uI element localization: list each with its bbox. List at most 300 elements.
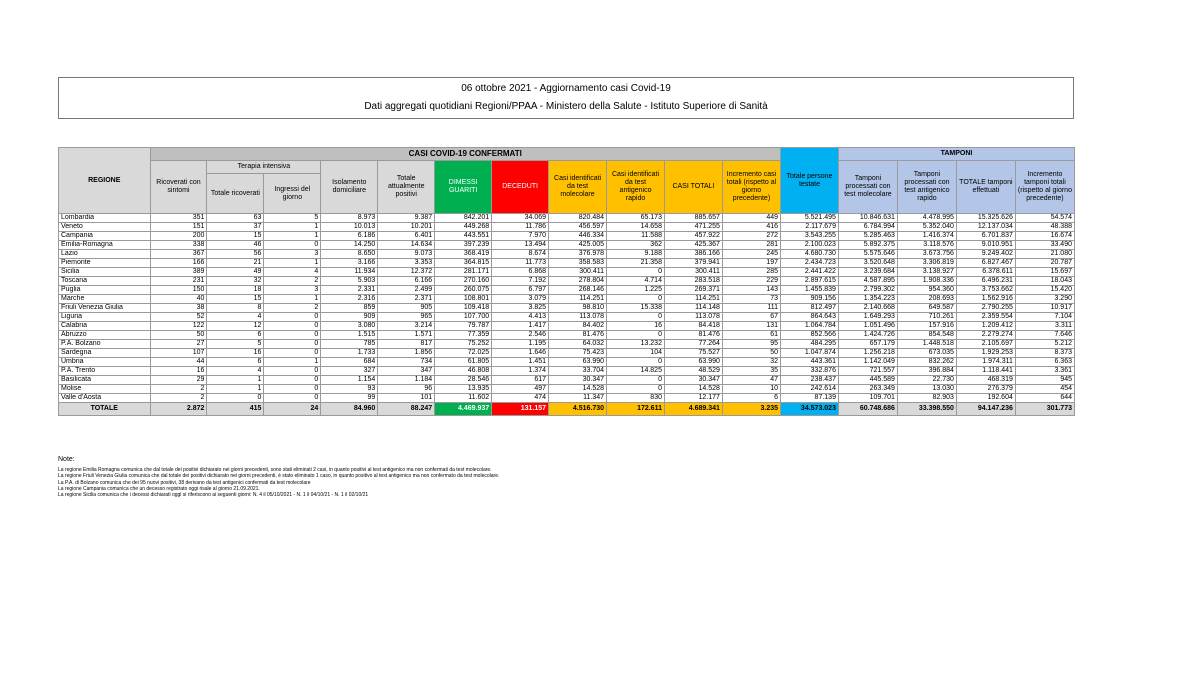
value-cell: 484.295 bbox=[781, 340, 839, 349]
value-cell: 7.646 bbox=[1015, 331, 1074, 340]
value-cell: 14.825 bbox=[607, 367, 665, 376]
value-cell: 1 bbox=[264, 358, 321, 367]
value-cell: 2 bbox=[150, 394, 207, 403]
value-cell: 673.035 bbox=[897, 349, 956, 358]
value-cell: 54.574 bbox=[1015, 214, 1074, 223]
region-name-cell: Sicilia bbox=[59, 268, 151, 277]
value-cell: 281 bbox=[722, 241, 780, 250]
value-cell: 945 bbox=[1015, 376, 1074, 385]
value-cell: 885.657 bbox=[664, 214, 722, 223]
value-cell: 389 bbox=[150, 268, 207, 277]
value-cell: 1.256.218 bbox=[838, 349, 897, 358]
total-value-cell: 24 bbox=[264, 403, 321, 416]
value-cell: 3.520.648 bbox=[838, 259, 897, 268]
value-cell: 166 bbox=[150, 259, 207, 268]
region-name-cell: Puglia bbox=[59, 286, 151, 295]
value-cell: 98.810 bbox=[549, 304, 607, 313]
value-cell: 710.261 bbox=[897, 313, 956, 322]
value-cell: 6.378.611 bbox=[956, 268, 1015, 277]
value-cell: 1.225 bbox=[607, 286, 665, 295]
value-cell: 965 bbox=[378, 313, 435, 322]
value-cell: 416 bbox=[722, 223, 780, 232]
value-cell: 75.423 bbox=[549, 349, 607, 358]
value-cell: 2.140.668 bbox=[838, 304, 897, 313]
value-cell: 14.634 bbox=[378, 241, 435, 250]
value-cell: 11.588 bbox=[607, 232, 665, 241]
value-cell: 338 bbox=[150, 241, 207, 250]
value-cell: 0 bbox=[264, 331, 321, 340]
value-cell: 376.978 bbox=[549, 250, 607, 259]
table-row bbox=[59, 367, 1075, 376]
value-cell: 6.363 bbox=[1015, 358, 1074, 367]
value-cell: 3.361 bbox=[1015, 367, 1074, 376]
value-cell: 157.916 bbox=[897, 322, 956, 331]
value-cell: 13.030 bbox=[897, 385, 956, 394]
value-cell: 104 bbox=[607, 349, 665, 358]
covid-data-table bbox=[58, 147, 1075, 416]
table-body bbox=[59, 214, 1075, 416]
header-col-1: Ricoverati con sintomi bbox=[150, 161, 207, 214]
value-cell: 3.825 bbox=[492, 304, 549, 313]
value-cell: 3.306.819 bbox=[897, 259, 956, 268]
value-cell: 1.154 bbox=[321, 376, 378, 385]
value-cell: 386.166 bbox=[664, 250, 722, 259]
total-value-cell: 88.247 bbox=[378, 403, 435, 416]
value-cell: 272 bbox=[722, 232, 780, 241]
value-cell: 2.434.723 bbox=[781, 259, 839, 268]
value-cell: 47 bbox=[722, 376, 780, 385]
total-value-cell: 4.469.937 bbox=[435, 403, 492, 416]
value-cell: 28.546 bbox=[435, 376, 492, 385]
total-value-cell: 94.147.236 bbox=[956, 403, 1015, 416]
value-cell: 63 bbox=[207, 214, 264, 223]
value-cell: 242.614 bbox=[781, 385, 839, 394]
region-name-cell: Friuli Venezia Giulia bbox=[59, 304, 151, 313]
value-cell: 4.714 bbox=[607, 277, 665, 286]
value-cell: 16 bbox=[607, 322, 665, 331]
value-cell: 457.922 bbox=[664, 232, 722, 241]
value-cell: 1.064.784 bbox=[781, 322, 839, 331]
report-title-box bbox=[58, 77, 1074, 119]
value-cell: 96 bbox=[378, 385, 435, 394]
value-cell: 909.156 bbox=[781, 295, 839, 304]
value-cell: 4.680.730 bbox=[781, 250, 839, 259]
value-cell: 6 bbox=[722, 394, 780, 403]
value-cell: 13.494 bbox=[492, 241, 549, 250]
value-cell: 9.010.951 bbox=[956, 241, 1015, 250]
value-cell: 16.674 bbox=[1015, 232, 1074, 241]
value-cell: 20.787 bbox=[1015, 259, 1074, 268]
value-cell: 2.499 bbox=[378, 286, 435, 295]
value-cell: 11.773 bbox=[492, 259, 549, 268]
header-col-6: DIMESSI GUARITI bbox=[435, 161, 492, 214]
value-cell: 368.419 bbox=[435, 250, 492, 259]
total-value-cell: 172.611 bbox=[607, 403, 665, 416]
value-cell: 0 bbox=[607, 376, 665, 385]
value-cell: 2.799.302 bbox=[838, 286, 897, 295]
total-value-cell: 301.773 bbox=[1015, 403, 1074, 416]
value-cell: 3.239.684 bbox=[838, 268, 897, 277]
total-value-cell: 3.235 bbox=[722, 403, 780, 416]
value-cell: 263.349 bbox=[838, 385, 897, 394]
total-value-cell: 84.960 bbox=[321, 403, 378, 416]
value-cell: 5.212 bbox=[1015, 340, 1074, 349]
value-cell: 445.589 bbox=[838, 376, 897, 385]
value-cell: 721.557 bbox=[838, 367, 897, 376]
value-cell: 1.929.253 bbox=[956, 349, 1015, 358]
value-cell: 0 bbox=[607, 313, 665, 322]
value-cell: 3.543.255 bbox=[781, 232, 839, 241]
value-cell: 16 bbox=[207, 349, 264, 358]
header-col-9: Casi identificati da test antigenico rapido bbox=[607, 161, 665, 214]
total-value-cell: 415 bbox=[207, 403, 264, 416]
total-value-cell: 2.872 bbox=[150, 403, 207, 416]
value-cell: 905 bbox=[378, 304, 435, 313]
value-cell: 5.892.375 bbox=[838, 241, 897, 250]
value-cell: 1.184 bbox=[378, 376, 435, 385]
value-cell: 21.358 bbox=[607, 259, 665, 268]
value-cell: 2 bbox=[150, 385, 207, 394]
value-cell: 30.347 bbox=[549, 376, 607, 385]
value-cell: 3.214 bbox=[378, 322, 435, 331]
value-cell: 1 bbox=[264, 259, 321, 268]
value-cell: 327 bbox=[321, 367, 378, 376]
value-cell: 229 bbox=[722, 277, 780, 286]
value-cell: 446.334 bbox=[549, 232, 607, 241]
value-cell: 4 bbox=[207, 313, 264, 322]
value-cell: 6.701.837 bbox=[956, 232, 1015, 241]
value-cell: 114.148 bbox=[664, 304, 722, 313]
value-cell: 77.264 bbox=[664, 340, 722, 349]
value-cell: 15 bbox=[207, 232, 264, 241]
value-cell: 77.359 bbox=[435, 331, 492, 340]
value-cell: 351 bbox=[150, 214, 207, 223]
value-cell: 954.360 bbox=[897, 286, 956, 295]
region-name-cell: Lombardia bbox=[59, 214, 151, 223]
value-cell: 1.195 bbox=[492, 340, 549, 349]
value-cell: 46 bbox=[207, 241, 264, 250]
value-cell: 909 bbox=[321, 313, 378, 322]
value-cell: 73 bbox=[722, 295, 780, 304]
value-cell: 497 bbox=[492, 385, 549, 394]
value-cell: 113.078 bbox=[549, 313, 607, 322]
value-cell: 82.903 bbox=[897, 394, 956, 403]
value-cell: 13.935 bbox=[435, 385, 492, 394]
value-cell: 33.704 bbox=[549, 367, 607, 376]
value-cell: 8.650 bbox=[321, 250, 378, 259]
value-cell: 7.970 bbox=[492, 232, 549, 241]
table-row bbox=[59, 313, 1075, 322]
value-cell: 2.546 bbox=[492, 331, 549, 340]
value-cell: 29 bbox=[150, 376, 207, 385]
value-cell: 3.080 bbox=[321, 322, 378, 331]
value-cell: 11.347 bbox=[549, 394, 607, 403]
value-cell: 95 bbox=[722, 340, 780, 349]
value-cell: 0 bbox=[607, 268, 665, 277]
value-cell: 6 bbox=[207, 331, 264, 340]
value-cell: 8 bbox=[207, 304, 264, 313]
value-cell: 6.401 bbox=[378, 232, 435, 241]
value-cell: 63.990 bbox=[664, 358, 722, 367]
value-cell: 3.353 bbox=[378, 259, 435, 268]
value-cell: 151 bbox=[150, 223, 207, 232]
value-cell: 7.104 bbox=[1015, 313, 1074, 322]
header-col-4: Isolamento domiciliare bbox=[321, 161, 378, 214]
value-cell: 27 bbox=[150, 340, 207, 349]
value-cell: 276.379 bbox=[956, 385, 1015, 394]
notes-section bbox=[58, 457, 758, 498]
value-cell: 397.239 bbox=[435, 241, 492, 250]
value-cell: 33.490 bbox=[1015, 241, 1074, 250]
value-cell: 18 bbox=[207, 286, 264, 295]
value-cell: 817 bbox=[378, 340, 435, 349]
total-value-cell: 131.157 bbox=[492, 403, 549, 416]
value-cell: 864.643 bbox=[781, 313, 839, 322]
value-cell: 285 bbox=[722, 268, 780, 277]
value-cell: 63.990 bbox=[549, 358, 607, 367]
value-cell: 0 bbox=[264, 394, 321, 403]
header-col-3: Ingressi del giorno bbox=[264, 174, 321, 214]
value-cell: 238.437 bbox=[781, 376, 839, 385]
value-cell: 65.173 bbox=[607, 214, 665, 223]
value-cell: 61 bbox=[722, 331, 780, 340]
header-terapia-intensiva: Terapia intensiva bbox=[207, 161, 321, 174]
report-subtitle: Dati aggregati quotidiani Regioni/PPAA - Ministero della Salute - Istituto Superiore di Sanità bbox=[364, 101, 768, 112]
value-cell: 268.146 bbox=[549, 286, 607, 295]
value-cell: 9.249.402 bbox=[956, 250, 1015, 259]
value-cell: 3.079 bbox=[492, 295, 549, 304]
value-cell: 9.188 bbox=[607, 250, 665, 259]
value-cell: 2.316 bbox=[321, 295, 378, 304]
value-cell: 6.186 bbox=[321, 232, 378, 241]
value-cell: 245 bbox=[722, 250, 780, 259]
value-cell: 364.815 bbox=[435, 259, 492, 268]
value-cell: 278.804 bbox=[549, 277, 607, 286]
value-cell: 0 bbox=[264, 322, 321, 331]
value-cell: 3.118.576 bbox=[897, 241, 956, 250]
value-cell: 72.025 bbox=[435, 349, 492, 358]
value-cell: 842.201 bbox=[435, 214, 492, 223]
value-cell: 6.166 bbox=[378, 277, 435, 286]
value-cell: 367 bbox=[150, 250, 207, 259]
value-cell: 1.571 bbox=[378, 331, 435, 340]
value-cell: 270.160 bbox=[435, 277, 492, 286]
total-value-cell: 33.398.550 bbox=[897, 403, 956, 416]
header-col-7: DECEDUTI bbox=[492, 161, 549, 214]
value-cell: 14.528 bbox=[664, 385, 722, 394]
value-cell: 32 bbox=[722, 358, 780, 367]
value-cell: 300.411 bbox=[549, 268, 607, 277]
value-cell: 2 bbox=[264, 277, 321, 286]
table-row bbox=[59, 223, 1075, 232]
value-cell: 197 bbox=[722, 259, 780, 268]
value-cell: 7.192 bbox=[492, 277, 549, 286]
value-cell: 4.478.995 bbox=[897, 214, 956, 223]
region-name-cell: Liguria bbox=[59, 313, 151, 322]
table-row bbox=[59, 250, 1075, 259]
value-cell: 81.476 bbox=[664, 331, 722, 340]
value-cell: 2.441.422 bbox=[781, 268, 839, 277]
value-cell: 2.331 bbox=[321, 286, 378, 295]
header-col-2: Totale ricoverati bbox=[207, 174, 264, 214]
value-cell: 84.418 bbox=[664, 322, 722, 331]
value-cell: 425.005 bbox=[549, 241, 607, 250]
value-cell: 122 bbox=[150, 322, 207, 331]
value-cell: 8.373 bbox=[1015, 349, 1074, 358]
value-cell: 8.674 bbox=[492, 250, 549, 259]
value-cell: 3 bbox=[264, 250, 321, 259]
table-row bbox=[59, 295, 1075, 304]
value-cell: 443.361 bbox=[781, 358, 839, 367]
value-cell: 22.730 bbox=[897, 376, 956, 385]
value-cell: 48.388 bbox=[1015, 223, 1074, 232]
value-cell: 6.827.467 bbox=[956, 259, 1015, 268]
value-cell: 67 bbox=[722, 313, 780, 322]
value-cell: 454 bbox=[1015, 385, 1074, 394]
value-cell: 283.518 bbox=[664, 277, 722, 286]
region-name-cell: Umbria bbox=[59, 358, 151, 367]
value-cell: 3.753.662 bbox=[956, 286, 1015, 295]
value-cell: 0 bbox=[264, 385, 321, 394]
region-name-cell: Valle d'Aosta bbox=[59, 394, 151, 403]
value-cell: 0 bbox=[264, 376, 321, 385]
table-row bbox=[59, 349, 1075, 358]
value-cell: 425.367 bbox=[664, 241, 722, 250]
value-cell: 1.142.049 bbox=[838, 358, 897, 367]
value-cell: 1.974.311 bbox=[956, 358, 1015, 367]
value-cell: 449.268 bbox=[435, 223, 492, 232]
value-cell: 48.529 bbox=[664, 367, 722, 376]
value-cell: 87.139 bbox=[781, 394, 839, 403]
table-row bbox=[59, 358, 1075, 367]
value-cell: 649.587 bbox=[897, 304, 956, 313]
value-cell: 812.497 bbox=[781, 304, 839, 313]
value-cell: 1 bbox=[264, 232, 321, 241]
value-cell: 471.255 bbox=[664, 223, 722, 232]
value-cell: 0 bbox=[264, 349, 321, 358]
value-cell: 852.566 bbox=[781, 331, 839, 340]
value-cell: 35 bbox=[722, 367, 780, 376]
value-cell: 5 bbox=[207, 340, 264, 349]
value-cell: 0 bbox=[607, 295, 665, 304]
value-cell: 75.527 bbox=[664, 349, 722, 358]
value-cell: 4 bbox=[264, 268, 321, 277]
value-cell: 109.701 bbox=[838, 394, 897, 403]
header-casi-confermati: CASI COVID-19 CONFERMATI bbox=[150, 148, 781, 161]
value-cell: 0 bbox=[607, 358, 665, 367]
value-cell: 143 bbox=[722, 286, 780, 295]
value-cell: 14.528 bbox=[549, 385, 607, 394]
note-line: La P.A. di Bolzano comunica che dei 95 nuovi positivi, 38 derivano da test antigenici confermati da test molecolare bbox=[58, 479, 311, 486]
value-cell: 269.371 bbox=[664, 286, 722, 295]
value-cell: 474 bbox=[492, 394, 549, 403]
value-cell: 3.138.927 bbox=[897, 268, 956, 277]
value-cell: 832.262 bbox=[897, 358, 956, 367]
notes-title: Note: bbox=[58, 456, 75, 463]
value-cell: 1.908.336 bbox=[897, 277, 956, 286]
table-row bbox=[59, 322, 1075, 331]
table-row bbox=[59, 241, 1075, 250]
value-cell: 52 bbox=[150, 313, 207, 322]
value-cell: 3.673.756 bbox=[897, 250, 956, 259]
value-cell: 61.805 bbox=[435, 358, 492, 367]
header-col-5: Totale attualmente positivi bbox=[378, 161, 435, 214]
value-cell: 1.374 bbox=[492, 367, 549, 376]
value-cell: 40 bbox=[150, 295, 207, 304]
header-tamponi: TAMPONI bbox=[838, 148, 1074, 161]
value-cell: 34.069 bbox=[492, 214, 549, 223]
value-cell: 11.934 bbox=[321, 268, 378, 277]
region-name-cell: Calabria bbox=[59, 322, 151, 331]
value-cell: 107.700 bbox=[435, 313, 492, 322]
value-cell: 657.179 bbox=[838, 340, 897, 349]
value-cell: 14.250 bbox=[321, 241, 378, 250]
value-cell: 1 bbox=[207, 385, 264, 394]
table-row bbox=[59, 376, 1075, 385]
value-cell: 1.354.223 bbox=[838, 295, 897, 304]
value-cell: 1.649.293 bbox=[838, 313, 897, 322]
value-cell: 1 bbox=[207, 376, 264, 385]
notes-lines bbox=[58, 467, 758, 498]
region-name-cell: Veneto bbox=[59, 223, 151, 232]
value-cell: 64.032 bbox=[549, 340, 607, 349]
total-value-cell: 4.516.730 bbox=[549, 403, 607, 416]
value-cell: 15.420 bbox=[1015, 286, 1074, 295]
value-cell: 449 bbox=[722, 214, 780, 223]
region-name-cell: Toscana bbox=[59, 277, 151, 286]
region-name-cell: Basilicata bbox=[59, 376, 151, 385]
value-cell: 1.646 bbox=[492, 349, 549, 358]
value-cell: 644 bbox=[1015, 394, 1074, 403]
value-cell: 1.455.839 bbox=[781, 286, 839, 295]
table-row bbox=[59, 259, 1075, 268]
value-cell: 0 bbox=[264, 340, 321, 349]
value-cell: 16 bbox=[150, 367, 207, 376]
header-col-13: Tamponi processati con test molecolare bbox=[838, 161, 897, 214]
value-cell: 150 bbox=[150, 286, 207, 295]
value-cell: 5.285.463 bbox=[838, 232, 897, 241]
value-cell: 830 bbox=[607, 394, 665, 403]
value-cell: 0 bbox=[607, 385, 665, 394]
value-cell: 2.279.274 bbox=[956, 331, 1015, 340]
note-line: La regione Campania comunica che un decesso registrato oggi risale al giorno 21.09.2021. bbox=[58, 485, 260, 492]
total-value-cell: 60.748.686 bbox=[838, 403, 897, 416]
value-cell: 12.372 bbox=[378, 268, 435, 277]
table-row bbox=[59, 214, 1075, 223]
table-row bbox=[59, 268, 1075, 277]
value-cell: 15.338 bbox=[607, 304, 665, 313]
value-cell: 300.411 bbox=[664, 268, 722, 277]
value-cell: 734 bbox=[378, 358, 435, 367]
value-cell: 46.808 bbox=[435, 367, 492, 376]
table-row bbox=[59, 277, 1075, 286]
value-cell: 0 bbox=[264, 313, 321, 322]
region-name-cell: Sardegna bbox=[59, 349, 151, 358]
value-cell: 10 bbox=[722, 385, 780, 394]
value-cell: 2 bbox=[264, 304, 321, 313]
value-cell: 192.604 bbox=[956, 394, 1015, 403]
value-cell: 50 bbox=[722, 349, 780, 358]
region-name-cell: Campania bbox=[59, 232, 151, 241]
value-cell: 2.790.255 bbox=[956, 304, 1015, 313]
value-cell: 3.290 bbox=[1015, 295, 1074, 304]
header-col-11: Incremento casi totali (rispetto al giorno precedente) bbox=[722, 161, 780, 214]
value-cell: 81.476 bbox=[549, 331, 607, 340]
value-cell: 113.078 bbox=[664, 313, 722, 322]
header-col-15: TOTALE tamponi effettuati bbox=[956, 161, 1015, 214]
value-cell: 6.784.994 bbox=[838, 223, 897, 232]
note-line: La regione Emilia Romagna comunica che dal totale dei positivi dichiarato nei giorni precedenti, sono stati eliminati 2 casi, in quanto positivi al test antigenico ma non confermati da test molecolare. bbox=[58, 467, 492, 474]
